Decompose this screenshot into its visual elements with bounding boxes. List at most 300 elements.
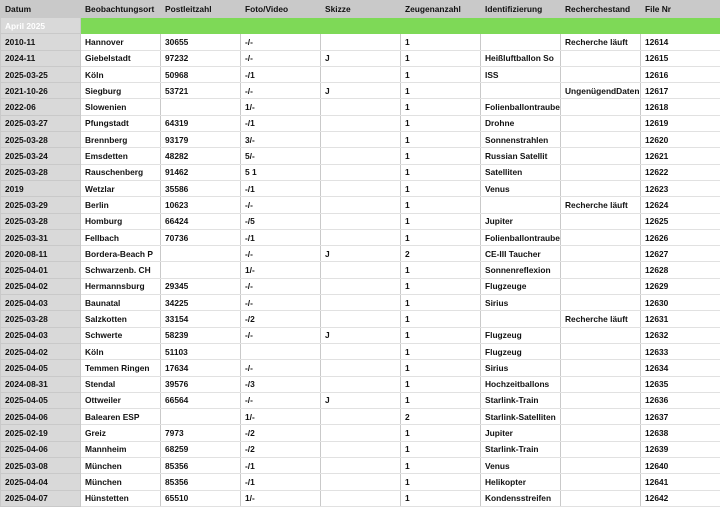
cell-foto-video[interactable]: -/1 <box>241 458 321 474</box>
cell-postleitzahl[interactable]: 91462 <box>161 164 241 180</box>
cell-datum[interactable]: 2022-06 <box>1 99 81 115</box>
cell-postleitzahl[interactable]: 48282 <box>161 148 241 164</box>
cell-zeugenanzahl[interactable]: 1 <box>401 180 481 196</box>
table-row <box>1 441 720 457</box>
table-row <box>1 83 720 99</box>
cell-recherchestand[interactable] <box>561 50 641 66</box>
cell-postleitzahl[interactable]: 66564 <box>161 392 241 408</box>
table-row <box>1 376 720 392</box>
cell-skizze[interactable] <box>321 490 401 506</box>
cell-identifizierung[interactable] <box>481 197 561 213</box>
cell-skizze[interactable]: J <box>321 327 401 343</box>
cell-file-nr[interactable]: 12619 <box>641 115 720 131</box>
cell-postleitzahl[interactable]: 93179 <box>161 132 241 148</box>
cell-zeugenanzahl[interactable]: 1 <box>401 360 481 376</box>
cell-file-nr[interactable]: 12639 <box>641 441 720 457</box>
cell-beobachtungsort[interactable]: Emsdetten <box>81 148 161 164</box>
table-row <box>1 50 720 66</box>
cell-file-nr[interactable]: 12622 <box>641 164 720 180</box>
header-postleitzahl[interactable]: Postleitzahl <box>161 1 241 18</box>
cell-file-nr[interactable]: 12634 <box>641 360 720 376</box>
cell-beobachtungsort[interactable]: Rauschenberg <box>81 164 161 180</box>
cell-file-nr[interactable]: 12620 <box>641 132 720 148</box>
cell-beobachtungsort[interactable]: Greiz <box>81 425 161 441</box>
cell-identifizierung[interactable] <box>481 311 561 327</box>
cell-zeugenanzahl[interactable]: 1 <box>401 148 481 164</box>
cell-recherchestand[interactable]: UngenügendDaten <box>561 83 641 99</box>
cell-postleitzahl[interactable] <box>161 262 241 278</box>
cell-file-nr[interactable]: 12630 <box>641 295 720 311</box>
cell-zeugenanzahl[interactable]: 1 <box>401 343 481 359</box>
cell-zeugenanzahl[interactable]: 1 <box>401 83 481 99</box>
cell-recherchestand[interactable] <box>561 376 641 392</box>
cell-skizze[interactable] <box>321 34 401 50</box>
cell-skizze[interactable] <box>321 180 401 196</box>
cell-beobachtungsort[interactable]: Schwerte <box>81 327 161 343</box>
cell-beobachtungsort[interactable]: Brennberg <box>81 132 161 148</box>
cell-skizze[interactable] <box>321 99 401 115</box>
cell-postleitzahl[interactable]: 34225 <box>161 295 241 311</box>
cell-postleitzahl[interactable]: 85356 <box>161 474 241 490</box>
cell-recherchestand[interactable] <box>561 246 641 262</box>
cell-postleitzahl[interactable]: 50968 <box>161 66 241 82</box>
table-row <box>1 490 720 506</box>
cell-zeugenanzahl[interactable]: 2 <box>401 246 481 262</box>
cell-zeugenanzahl[interactable]: 1 <box>401 229 481 245</box>
cell-postleitzahl[interactable] <box>161 99 241 115</box>
cell-foto-video[interactable]: -/1 <box>241 474 321 490</box>
cell-beobachtungsort[interactable]: München <box>81 458 161 474</box>
cell-postleitzahl[interactable]: 17634 <box>161 360 241 376</box>
cell-foto-video[interactable]: 1/- <box>241 262 321 278</box>
cell-zeugenanzahl[interactable]: 1 <box>401 327 481 343</box>
cell-zeugenanzahl[interactable]: 1 <box>401 425 481 441</box>
cell-file-nr[interactable]: 12627 <box>641 246 720 262</box>
cell-recherchestand[interactable]: Recherche läuft <box>561 197 641 213</box>
table-row <box>1 66 720 82</box>
cell-beobachtungsort[interactable]: Giebelstadt <box>81 50 161 66</box>
cell-zeugenanzahl[interactable]: 1 <box>401 441 481 457</box>
cell-beobachtungsort[interactable]: Homburg <box>81 213 161 229</box>
cell-datum[interactable]: 2025-03-24 <box>1 148 81 164</box>
cell-recherchestand[interactable] <box>561 409 641 425</box>
cell-skizze[interactable] <box>321 376 401 392</box>
cell-beobachtungsort[interactable]: Schwarzenb. CH <box>81 262 161 278</box>
cell-beobachtungsort[interactable]: Fellbach <box>81 229 161 245</box>
cell-beobachtungsort[interactable]: Wetzlar <box>81 180 161 196</box>
cell-skizze[interactable] <box>321 278 401 294</box>
section-label[interactable]: April 2025 <box>1 18 81 34</box>
cell-file-nr[interactable]: 12624 <box>641 197 720 213</box>
header-recherchestand[interactable]: Recherchestand <box>561 1 641 18</box>
cell-skizze[interactable] <box>321 197 401 213</box>
cell-datum[interactable]: 2025-03-08 <box>1 458 81 474</box>
cell-foto-video[interactable]: 5/- <box>241 148 321 164</box>
cell-zeugenanzahl[interactable]: 1 <box>401 132 481 148</box>
cell-datum[interactable]: 2025-04-02 <box>1 278 81 294</box>
cell-recherchestand[interactable] <box>561 180 641 196</box>
table-row <box>1 246 720 262</box>
cell-foto-video[interactable]: -/5 <box>241 213 321 229</box>
cell-recherchestand[interactable]: Recherche läuft <box>561 311 641 327</box>
cell-postleitzahl[interactable] <box>161 246 241 262</box>
cell-skizze[interactable]: J <box>321 83 401 99</box>
table-row <box>1 360 720 376</box>
cell-zeugenanzahl[interactable]: 1 <box>401 474 481 490</box>
cell-skizze[interactable] <box>321 311 401 327</box>
cell-skizze[interactable] <box>321 409 401 425</box>
table-row <box>1 262 720 278</box>
cell-zeugenanzahl[interactable]: 1 <box>401 278 481 294</box>
cell-foto-video[interactable]: -/- <box>241 50 321 66</box>
cell-beobachtungsort[interactable]: Salzkotten <box>81 311 161 327</box>
cell-recherchestand[interactable] <box>561 295 641 311</box>
cell-datum[interactable]: 2025-04-03 <box>1 327 81 343</box>
cell-foto-video[interactable]: 1/- <box>241 490 321 506</box>
cell-file-nr[interactable]: 12631 <box>641 311 720 327</box>
cell-beobachtungsort[interactable]: Hermannsburg <box>81 278 161 294</box>
cell-foto-video[interactable]: -/- <box>241 327 321 343</box>
cell-beobachtungsort[interactable]: Balearen ESP <box>81 409 161 425</box>
cell-beobachtungsort[interactable]: Köln <box>81 66 161 82</box>
header-foto-video[interactable]: Foto/Video <box>241 1 321 18</box>
cell-skizze[interactable] <box>321 66 401 82</box>
header-zeugenanzahl[interactable]: Zeugenanzahl <box>401 1 481 18</box>
cell-postleitzahl[interactable]: 7973 <box>161 425 241 441</box>
cell-postleitzahl[interactable]: 35586 <box>161 180 241 196</box>
cell-zeugenanzahl[interactable]: 1 <box>401 262 481 278</box>
cell-identifizierung[interactable]: Sirius <box>481 360 561 376</box>
table-row <box>1 425 720 441</box>
cell-identifizierung[interactable]: Sonnenreflexion <box>481 262 561 278</box>
cell-file-nr[interactable]: 12641 <box>641 474 720 490</box>
cell-skizze[interactable] <box>321 148 401 164</box>
cell-skizze[interactable] <box>321 229 401 245</box>
table-row <box>1 392 720 408</box>
cell-beobachtungsort[interactable]: Siegburg <box>81 83 161 99</box>
cell-recherchestand[interactable] <box>561 360 641 376</box>
cell-zeugenanzahl[interactable]: 2 <box>401 409 481 425</box>
cell-postleitzahl[interactable]: 33154 <box>161 311 241 327</box>
cell-postleitzahl[interactable]: 58239 <box>161 327 241 343</box>
cell-recherchestand[interactable] <box>561 213 641 229</box>
cell-file-nr[interactable]: 12629 <box>641 278 720 294</box>
cell-identifizierung[interactable] <box>481 34 561 50</box>
cell-foto-video[interactable]: -/- <box>241 295 321 311</box>
cell-zeugenanzahl[interactable]: 1 <box>401 311 481 327</box>
cell-file-nr[interactable]: 12636 <box>641 392 720 408</box>
cell-foto-video[interactable]: -/- <box>241 278 321 294</box>
cell-postleitzahl[interactable]: 85356 <box>161 458 241 474</box>
cell-beobachtungsort[interactable]: Hünstetten <box>81 490 161 506</box>
cell-identifizierung[interactable]: Helikopter <box>481 474 561 490</box>
cell-beobachtungsort[interactable]: Baunatal <box>81 295 161 311</box>
header-identifizierung[interactable]: Identifizierung <box>481 1 561 18</box>
cell-recherchestand[interactable] <box>561 115 641 131</box>
cell-zeugenanzahl[interactable]: 1 <box>401 295 481 311</box>
table-row <box>1 409 720 425</box>
cell-datum[interactable]: 2025-04-03 <box>1 295 81 311</box>
cell-foto-video[interactable]: -/- <box>241 392 321 408</box>
cell-postleitzahl[interactable] <box>161 409 241 425</box>
cell-file-nr[interactable]: 12618 <box>641 99 720 115</box>
cell-skizze[interactable]: J <box>321 50 401 66</box>
cell-beobachtungsort[interactable]: Berlin <box>81 197 161 213</box>
cell-datum[interactable]: 2024-11 <box>1 50 81 66</box>
cell-file-nr[interactable]: 12626 <box>641 229 720 245</box>
cell-foto-video[interactable]: -/- <box>241 34 321 50</box>
cell-beobachtungsort[interactable]: Slowenien <box>81 99 161 115</box>
cell-file-nr[interactable]: 12617 <box>641 83 720 99</box>
cell-foto-video[interactable]: -/2 <box>241 425 321 441</box>
cell-skizze[interactable] <box>321 458 401 474</box>
cell-identifizierung[interactable]: Folienballontraube <box>481 99 561 115</box>
cell-skizze[interactable] <box>321 115 401 131</box>
cell-zeugenanzahl[interactable]: 1 <box>401 392 481 408</box>
section-row <box>1 18 720 34</box>
cell-postleitzahl[interactable]: 65510 <box>161 490 241 506</box>
cell-identifizierung[interactable] <box>481 83 561 99</box>
cell-recherchestand[interactable] <box>561 66 641 82</box>
cell-recherchestand[interactable] <box>561 425 641 441</box>
cell-postleitzahl[interactable]: 70736 <box>161 229 241 245</box>
cell-skizze[interactable] <box>321 213 401 229</box>
cell-skizze[interactable] <box>321 343 401 359</box>
header-row <box>1 1 720 18</box>
cell-recherchestand[interactable] <box>561 441 641 457</box>
cell-foto-video[interactable]: 5 1 <box>241 164 321 180</box>
cell-identifizierung[interactable]: Kondensstreifen <box>481 490 561 506</box>
cell-skizze[interactable]: J <box>321 246 401 262</box>
cell-datum[interactable]: 2021-10-26 <box>1 83 81 99</box>
cell-datum[interactable]: 2025-03-31 <box>1 229 81 245</box>
cell-beobachtungsort[interactable]: Mannheim <box>81 441 161 457</box>
cell-postleitzahl[interactable]: 39576 <box>161 376 241 392</box>
cell-zeugenanzahl[interactable]: 1 <box>401 376 481 392</box>
cell-recherchestand[interactable] <box>561 99 641 115</box>
cell-datum[interactable]: 2025-04-06 <box>1 409 81 425</box>
cell-identifizierung[interactable]: Flugzeug <box>481 343 561 359</box>
cell-skizze[interactable] <box>321 132 401 148</box>
cell-foto-video[interactable]: 1/- <box>241 409 321 425</box>
cell-postleitzahl[interactable]: 53721 <box>161 83 241 99</box>
table-row <box>1 34 720 50</box>
cell-recherchestand[interactable] <box>561 458 641 474</box>
cell-identifizierung[interactable]: Russian Satellit <box>481 148 561 164</box>
cell-zeugenanzahl[interactable]: 1 <box>401 50 481 66</box>
cell-datum[interactable]: 2025-04-05 <box>1 392 81 408</box>
table-row <box>1 343 720 359</box>
cell-postleitzahl[interactable]: 51103 <box>161 343 241 359</box>
cell-recherchestand[interactable] <box>561 327 641 343</box>
cell-skizze[interactable] <box>321 474 401 490</box>
cell-file-nr[interactable]: 12633 <box>641 343 720 359</box>
cell-datum[interactable]: 2025-02-19 <box>1 425 81 441</box>
cell-file-nr[interactable]: 12632 <box>641 327 720 343</box>
table-row <box>1 148 720 164</box>
cell-recherchestand[interactable] <box>561 278 641 294</box>
cell-identifizierung[interactable]: Venus <box>481 180 561 196</box>
cell-datum[interactable]: 2024-08-31 <box>1 376 81 392</box>
cell-file-nr[interactable]: 12616 <box>641 66 720 82</box>
cell-datum[interactable]: 2025-04-02 <box>1 343 81 359</box>
cell-identifizierung[interactable]: Satelliten <box>481 164 561 180</box>
cell-foto-video[interactable]: -/- <box>241 83 321 99</box>
table-row <box>1 99 720 115</box>
cell-file-nr[interactable]: 12642 <box>641 490 720 506</box>
cell-foto-video[interactable]: -/2 <box>241 311 321 327</box>
cell-zeugenanzahl[interactable]: 1 <box>401 490 481 506</box>
cell-datum[interactable]: 2025-03-27 <box>1 115 81 131</box>
cell-identifizierung[interactable]: Folienballontraube <box>481 229 561 245</box>
cell-postleitzahl[interactable]: 30655 <box>161 34 241 50</box>
table-row <box>1 278 720 294</box>
cell-recherchestand[interactable] <box>561 343 641 359</box>
cell-datum[interactable]: 2025-04-04 <box>1 474 81 490</box>
cell-foto-video[interactable]: -/1 <box>241 229 321 245</box>
cell-file-nr[interactable]: 12621 <box>641 148 720 164</box>
cell-foto-video[interactable]: -/- <box>241 246 321 262</box>
cell-recherchestand[interactable] <box>561 474 641 490</box>
cell-foto-video[interactable]: -/1 <box>241 66 321 82</box>
cell-identifizierung[interactable]: Starlink-Satelliten <box>481 409 561 425</box>
cell-zeugenanzahl[interactable]: 1 <box>401 458 481 474</box>
cell-foto-video[interactable]: 1/- <box>241 99 321 115</box>
cell-recherchestand[interactable] <box>561 148 641 164</box>
cell-foto-video[interactable]: -/- <box>241 197 321 213</box>
header-datum[interactable]: Datum <box>1 1 81 18</box>
table-row <box>1 474 720 490</box>
cell-identifizierung[interactable]: Jupiter <box>481 425 561 441</box>
cell-datum[interactable]: 2025-03-28 <box>1 132 81 148</box>
cell-postleitzahl[interactable]: 29345 <box>161 278 241 294</box>
cell-file-nr[interactable]: 12635 <box>641 376 720 392</box>
table-row <box>1 295 720 311</box>
cell-datum[interactable]: 2019 <box>1 180 81 196</box>
header-skizze[interactable]: Skizze <box>321 1 401 18</box>
table-row <box>1 458 720 474</box>
cell-datum[interactable]: 2025-03-28 <box>1 311 81 327</box>
cell-foto-video[interactable]: -/1 <box>241 115 321 131</box>
cell-file-nr[interactable]: 12614 <box>641 34 720 50</box>
cell-datum[interactable]: 2025-04-07 <box>1 490 81 506</box>
cell-identifizierung[interactable]: Starlink-Train <box>481 441 561 457</box>
cell-zeugenanzahl[interactable]: 1 <box>401 99 481 115</box>
cell-skizze[interactable] <box>321 360 401 376</box>
cell-zeugenanzahl[interactable]: 1 <box>401 164 481 180</box>
cell-postleitzahl[interactable]: 97232 <box>161 50 241 66</box>
cell-postleitzahl[interactable]: 64319 <box>161 115 241 131</box>
cell-zeugenanzahl[interactable]: 1 <box>401 115 481 131</box>
cell-beobachtungsort[interactable]: Temmen Ringen <box>81 360 161 376</box>
cell-datum[interactable]: 2025-04-05 <box>1 360 81 376</box>
cell-identifizierung[interactable]: Flugzeuge <box>481 278 561 294</box>
cell-beobachtungsort[interactable]: Hannover <box>81 34 161 50</box>
table-row <box>1 132 720 148</box>
cell-identifizierung[interactable]: Hochzeitballons <box>481 376 561 392</box>
cell-skizze[interactable] <box>321 441 401 457</box>
cell-skizze[interactable]: J <box>321 392 401 408</box>
cell-foto-video[interactable]: -/1 <box>241 180 321 196</box>
cell-datum[interactable]: 2020-08-11 <box>1 246 81 262</box>
cell-file-nr[interactable]: 12625 <box>641 213 720 229</box>
table-row <box>1 229 720 245</box>
table-row <box>1 197 720 213</box>
cell-file-nr[interactable]: 12615 <box>641 50 720 66</box>
cell-recherchestand[interactable] <box>561 229 641 245</box>
cell-foto-video[interactable]: -/2 <box>241 441 321 457</box>
cell-datum[interactable]: 2025-03-28 <box>1 213 81 229</box>
cell-identifizierung[interactable]: Starlink-Train <box>481 392 561 408</box>
cell-beobachtungsort[interactable]: Ottweiler <box>81 392 161 408</box>
cell-identifizierung[interactable]: Drohne <box>481 115 561 131</box>
cell-recherchestand[interactable] <box>561 132 641 148</box>
cell-datum[interactable]: 2025-03-29 <box>1 197 81 213</box>
header-file-nr[interactable]: File Nr <box>641 1 720 18</box>
cell-foto-video[interactable]: -/- <box>241 360 321 376</box>
cell-beobachtungsort[interactable]: Stendal <box>81 376 161 392</box>
cell-identifizierung[interactable]: CE-III Taucher <box>481 246 561 262</box>
cell-file-nr[interactable]: 12623 <box>641 180 720 196</box>
table-row <box>1 311 720 327</box>
cell-recherchestand[interactable] <box>561 490 641 506</box>
cell-foto-video[interactable]: 3/- <box>241 132 321 148</box>
cell-identifizierung[interactable]: Jupiter <box>481 213 561 229</box>
cell-datum[interactable]: 2025-03-28 <box>1 164 81 180</box>
cell-file-nr[interactable]: 12638 <box>641 425 720 441</box>
cell-identifizierung[interactable]: Venus <box>481 458 561 474</box>
cell-beobachtungsort[interactable]: Pfungstadt <box>81 115 161 131</box>
cell-identifizierung[interactable]: Sonnenstrahlen <box>481 132 561 148</box>
cell-recherchestand[interactable]: Recherche läuft <box>561 34 641 50</box>
cell-datum[interactable]: 2025-03-25 <box>1 66 81 82</box>
table-row <box>1 327 720 343</box>
table-row <box>1 180 720 196</box>
cell-datum[interactable]: 2025-04-06 <box>1 441 81 457</box>
cell-postleitzahl[interactable]: 66424 <box>161 213 241 229</box>
cell-skizze[interactable] <box>321 295 401 311</box>
cell-recherchestand[interactable] <box>561 392 641 408</box>
cell-beobachtungsort[interactable]: München <box>81 474 161 490</box>
cell-recherchestand[interactable] <box>561 164 641 180</box>
cell-recherchestand[interactable] <box>561 262 641 278</box>
cell-postleitzahl[interactable]: 68259 <box>161 441 241 457</box>
cell-file-nr[interactable]: 12628 <box>641 262 720 278</box>
cell-beobachtungsort[interactable]: Bordera-Beach P <box>81 246 161 262</box>
cell-zeugenanzahl[interactable]: 1 <box>401 66 481 82</box>
cell-postleitzahl[interactable]: 10623 <box>161 197 241 213</box>
cell-datum[interactable]: 2025-04-01 <box>1 262 81 278</box>
cell-skizze[interactable] <box>321 164 401 180</box>
cell-foto-video[interactable] <box>241 343 321 359</box>
cell-skizze[interactable] <box>321 425 401 441</box>
cell-zeugenanzahl[interactable]: 1 <box>401 213 481 229</box>
cell-identifizierung[interactable]: Sirius <box>481 295 561 311</box>
cell-zeugenanzahl[interactable]: 1 <box>401 197 481 213</box>
cell-foto-video[interactable]: -/3 <box>241 376 321 392</box>
cell-identifizierung[interactable]: Heißluftballon So <box>481 50 561 66</box>
cell-datum[interactable]: 2010-11 <box>1 34 81 50</box>
cell-identifizierung[interactable]: Flugzeug <box>481 327 561 343</box>
table-row <box>1 164 720 180</box>
cell-file-nr[interactable]: 12640 <box>641 458 720 474</box>
cell-file-nr[interactable]: 12637 <box>641 409 720 425</box>
header-beobachtungsort[interactable]: Beobachtungsort <box>81 1 161 18</box>
cell-beobachtungsort[interactable]: Köln <box>81 343 161 359</box>
cell-identifizierung[interactable]: ISS <box>481 66 561 82</box>
cell-skizze[interactable] <box>321 262 401 278</box>
cell-zeugenanzahl[interactable]: 1 <box>401 34 481 50</box>
